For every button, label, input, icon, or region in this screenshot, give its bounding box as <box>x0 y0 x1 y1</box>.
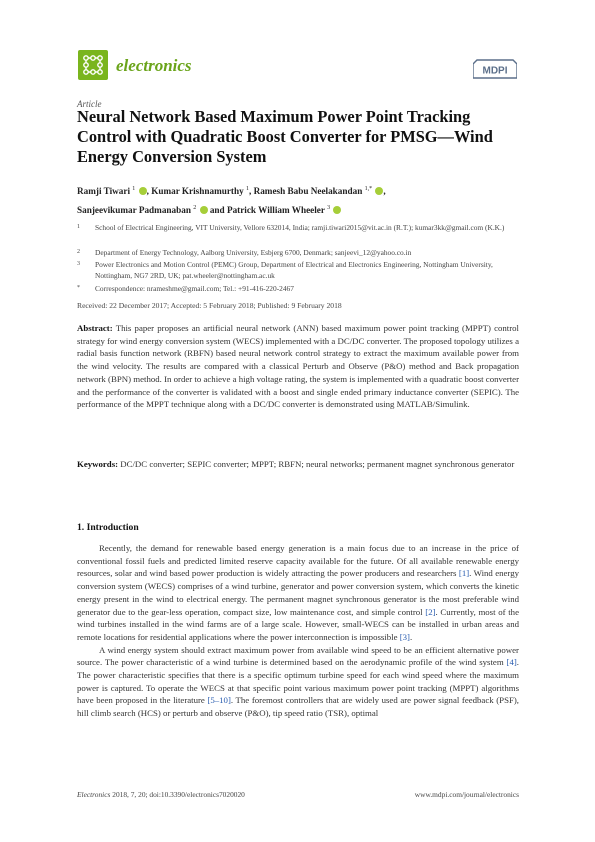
affiliation-item <box>77 247 519 258</box>
paragraph-text: . Wind energy conversion system (WECS) comprises of a wind turbine, generator and power conversion system, which converts the kinetic energy present in the wind to electrical energy. The permanent magnet synchronous generator is the most preferable wind generator due to the gear-less operation, compact size, low maintenance cost, and simple control <box>77 568 519 617</box>
citation-link[interactable]: [5–10] <box>207 695 231 706</box>
citation-link[interactable]: [3] <box>399 631 410 642</box>
affiliation-text: School of Electrical Engineering, VIT University, Vellore 632014, India; ramji.tiwari2015@vit.ac.in (R.T.); kumar3kk@gmail.com (K.K.) <box>95 223 505 232</box>
affiliation-text: Department of Energy Technology, Aalborg University, Esbjerg 6700, Denmark; sanjeevi_12@yahoo.co.in <box>95 248 412 257</box>
affiliation-number: 1 <box>77 224 80 230</box>
paragraph-text: Recently, the demand for renewable based energy generation is a main focus due to an increase in the price of conventional fossil fuels and predicted limited reserve capacity available for the future. Of all available renewable energy resources, solar and wind based power production is widely attracting the power producers and researchers <box>77 543 519 579</box>
abstract <box>77 322 519 411</box>
author-affiliation-mark: 1 <box>132 186 136 192</box>
author-name: Ramji Tiwari <box>77 186 130 196</box>
keywords-label: Keywords: <box>77 459 119 469</box>
orcid-icon[interactable] <box>375 187 383 195</box>
affiliation-text: Power Electronics and Motion Control (PEMC) Group, Department of Electrical and Electronics Engineering, Nottingham University, Nottingham, NG7 2RD, UK; pat.wheeler@nottingham.ac.uk <box>95 260 493 280</box>
orcid-icon[interactable] <box>139 187 147 195</box>
author-affiliation-mark: 1,* <box>364 186 373 192</box>
affiliation-number: 3 <box>77 261 80 267</box>
body-text <box>77 542 519 720</box>
author-name: Sanjeevikumar Padmanaban <box>77 205 191 215</box>
citation-footer <box>77 790 245 799</box>
article-title: Neural Network Based Maximum Power Point Tracking Control with Quadratic Boost Converter for PMSG—Wind Energy Conversion System <box>77 107 493 166</box>
paragraph-text: . The power characteristic specifies that there is a specific optimum turbine speed for each wind speed where the maximum power is captured. To operate the WECS at that specific point various maximum power point tracking (MPPT) algorithms have been proposed in the literature <box>77 657 519 706</box>
author-affiliation-mark: 2 <box>193 205 197 211</box>
citation-details: 2018, 7, 20; doi:10.3390/electronics7020020 <box>112 790 245 799</box>
citation-journal: Electronics <box>77 790 111 799</box>
orcid-icon[interactable] <box>200 206 208 214</box>
affiliation-item <box>77 283 519 294</box>
paragraph-text: . The foremost controllers that are widely used are power signal feedback (PSF), hill climb search (HCS) or perturb and observe (P&O), tip speed ratio (TSR), optimal <box>77 695 519 719</box>
affiliation-text: Correspondence: nrameshme@gmail.com; Tel.: +91-416-220-2467 <box>95 284 294 293</box>
abstract-label: Abstract: <box>77 323 113 333</box>
affiliation-number: 2 <box>77 249 80 255</box>
author-affiliation-mark: 1 <box>245 186 249 192</box>
paragraph <box>77 644 519 720</box>
author-name: Patrick William Wheeler <box>226 205 325 215</box>
mdpi-logo-icon <box>473 58 517 80</box>
citation-link[interactable]: [2] <box>425 606 436 617</box>
article-type: Article <box>77 99 102 109</box>
journal-url[interactable]: www.mdpi.com/journal/electronics <box>414 790 519 799</box>
paragraph-text: A wind energy system should extract maximum power from available wind speed to be an efficient alternative power source. The power characteristic of a wind turbine is determined based on the aerodynamic profile of the wind system <box>77 644 519 668</box>
orcid-icon[interactable] <box>333 206 341 214</box>
keywords-text: DC/DC converter; SEPIC converter; MPPT; RBFN; neural networks; permanent magnet synchronous generator <box>120 459 515 469</box>
journal-logo-icon <box>78 50 108 80</box>
affiliation-number: * <box>77 285 80 291</box>
paragraph <box>77 542 519 644</box>
paragraph-text: . Currently, most of the wind turbines installed in the wind farms are of a large scale. However, small-WECS can be installed in urban areas and remote locations for residential applications where the power interconnection is impossible <box>77 606 519 642</box>
paragraph-text: . <box>409 631 413 642</box>
publication-dates: Received: 22 December 2017; Accepted: 5 February 2018; Published: 9 February 2018 <box>77 301 342 310</box>
abstract-text: This paper proposes an artificial neural network (ANN) based maximum power point tracking (MPPT) control strategy for wind energy conversion system (WECS) implemented with a DC/DC converter. The proposed topology utilizes a radial basis function network (RBFN) based neural network control strategy to extract the maximum available power from the wind velocity. The results are compared with a classical Perturb and Observe (P&O) method and Back propagation network (BPN) method. In order to achieve a high voltage rating, the system is implemented with a quadratic boost converter and the performance of the converter is validated with a boost and single ended primary inductance converter (SEPIC). The performance of the MPPT technique along with a DC/DC converter is demonstrated using MATLAB/Simulink. <box>77 323 520 410</box>
publisher-name: MDPI <box>482 65 508 77</box>
keywords <box>77 458 519 471</box>
journal-name: electronics <box>116 56 192 75</box>
affiliation-item <box>77 259 519 281</box>
author-name: Ramesh Babu Neelakandan <box>253 186 363 196</box>
citation-link[interactable]: [4] <box>506 657 517 668</box>
section-heading: 1. Introduction <box>77 522 139 533</box>
author-name: Kumar Krishnamurthy <box>151 186 244 196</box>
affiliation-item <box>77 222 519 244</box>
citation-link[interactable]: [1] <box>458 568 470 579</box>
author-list: Ramji Tiwari $^1$ , Kumar Krishnamurthy $^1$, Ramesh Babu Neelakandan $^{1,*}$ , Sanjeevikumar Padmanaban $^2$ and Patrick William Wheeler $^3$ <box>77 186 386 215</box>
author-affiliation-mark: 3 <box>327 205 331 211</box>
